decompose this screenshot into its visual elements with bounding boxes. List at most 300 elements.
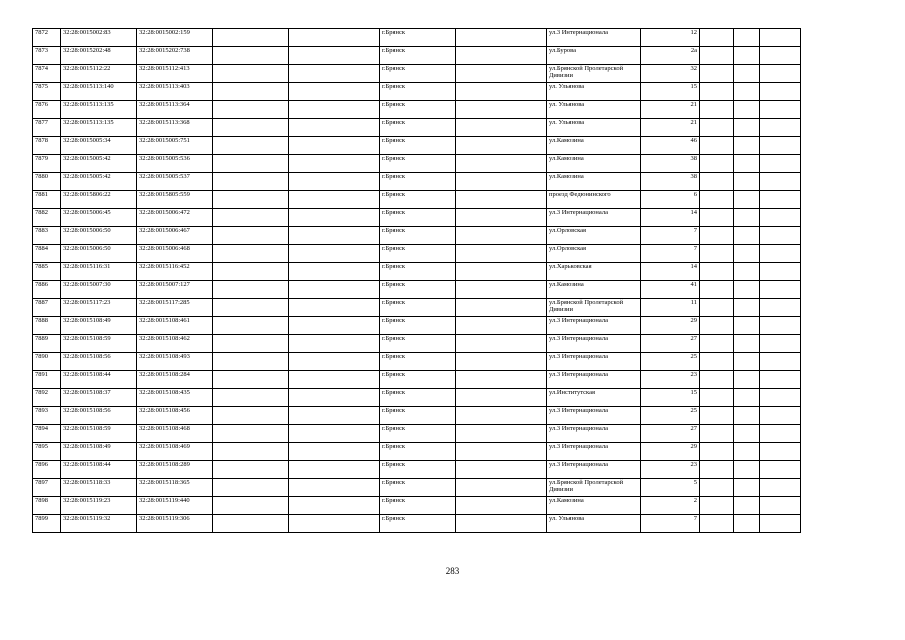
cell-house-number: 23 — [641, 461, 700, 479]
cell-empty — [760, 335, 801, 353]
cell-object-cadastral-number: 32:28:0015005:751 — [137, 137, 213, 155]
cell-street: ул.3 Интернационала — [547, 353, 641, 371]
cell-house-number: 27 — [641, 335, 700, 353]
cell-empty — [456, 209, 547, 227]
cell-empty — [760, 461, 801, 479]
cell-empty — [213, 227, 289, 245]
cell-city: г.Брянск — [380, 29, 456, 47]
table-row — [33, 461, 801, 479]
cell-empty — [213, 47, 289, 65]
cell-empty — [289, 47, 380, 65]
cell-house-number: 12 — [641, 29, 700, 47]
cell-empty — [700, 371, 734, 389]
cell-object-cadastral-number: 32:28:0015005:537 — [137, 173, 213, 191]
cell-street: ул.Камозина — [547, 137, 641, 155]
table-row — [33, 29, 801, 47]
cell-empty — [734, 83, 760, 101]
cell-city: г.Брянск — [380, 515, 456, 533]
cell-object-cadastral-number: 32:28:0015007:127 — [137, 281, 213, 299]
cell-empty — [213, 425, 289, 443]
cell-street: ул.Бурова — [547, 47, 641, 65]
cell-empty — [760, 65, 801, 83]
cell-empty — [213, 29, 289, 47]
cell-empty — [760, 29, 801, 47]
cell-street: ул.Камозина — [547, 281, 641, 299]
cell-empty — [760, 497, 801, 515]
cell-empty — [760, 263, 801, 281]
cell-street: ул.3 Интернационала — [547, 371, 641, 389]
cell-empty — [213, 317, 289, 335]
cell-city: г.Брянск — [380, 461, 456, 479]
cell-street: ул.Харьковская — [547, 263, 641, 281]
cell-record-number: 7878 — [33, 137, 61, 155]
cell-empty — [760, 173, 801, 191]
table-row — [33, 245, 801, 263]
cell-parcel-cadastral-number: 32:28:0015119:23 — [61, 497, 137, 515]
cell-empty — [734, 299, 760, 317]
cell-empty — [456, 101, 547, 119]
table-row — [33, 191, 801, 209]
cell-empty — [734, 515, 760, 533]
cell-empty — [456, 353, 547, 371]
cell-house-number: 27 — [641, 425, 700, 443]
cell-empty — [760, 83, 801, 101]
cell-empty — [734, 497, 760, 515]
cell-empty — [700, 227, 734, 245]
cell-city: г.Брянск — [380, 335, 456, 353]
table-row — [33, 443, 801, 461]
cell-record-number: 7888 — [33, 317, 61, 335]
cell-empty — [213, 335, 289, 353]
cell-house-number: 21 — [641, 101, 700, 119]
cell-city: г.Брянск — [380, 407, 456, 425]
cell-street: ул.Камозина — [547, 155, 641, 173]
cell-city: г.Брянск — [380, 155, 456, 173]
cell-empty — [700, 47, 734, 65]
cell-empty — [700, 389, 734, 407]
cell-empty — [700, 515, 734, 533]
cell-parcel-cadastral-number: 32:28:0015113:135 — [61, 101, 137, 119]
cell-empty — [213, 137, 289, 155]
cell-empty — [456, 479, 547, 497]
cell-object-cadastral-number: 32:28:0015202:738 — [137, 47, 213, 65]
cell-empty — [760, 47, 801, 65]
cell-object-cadastral-number: 32:28:0015006:472 — [137, 209, 213, 227]
cell-empty — [456, 425, 547, 443]
cell-empty — [213, 497, 289, 515]
cell-empty — [734, 173, 760, 191]
cell-object-cadastral-number: 32:28:0015108:456 — [137, 407, 213, 425]
cell-house-number: 15 — [641, 83, 700, 101]
cell-record-number: 7892 — [33, 389, 61, 407]
cell-empty — [734, 101, 760, 119]
cell-empty — [734, 407, 760, 425]
table-row — [33, 137, 801, 155]
cell-city: г.Брянск — [380, 497, 456, 515]
cell-street: проезд Федюнинского — [547, 191, 641, 209]
cell-empty — [456, 497, 547, 515]
cell-parcel-cadastral-number: 32:28:0015005:42 — [61, 173, 137, 191]
cell-parcel-cadastral-number: 32:28:0015006:50 — [61, 227, 137, 245]
cell-empty — [289, 299, 380, 317]
cell-parcel-cadastral-number: 32:28:0015108:59 — [61, 425, 137, 443]
cell-parcel-cadastral-number: 32:28:0015108:44 — [61, 461, 137, 479]
cell-house-number: 2 — [641, 497, 700, 515]
cell-empty — [456, 137, 547, 155]
cell-record-number: 7881 — [33, 191, 61, 209]
cell-empty — [213, 173, 289, 191]
cell-empty — [760, 155, 801, 173]
cell-empty — [760, 353, 801, 371]
cell-street: ул.3 Интернационала — [547, 317, 641, 335]
cell-empty — [289, 371, 380, 389]
table-row — [33, 317, 801, 335]
cell-record-number: 7883 — [33, 227, 61, 245]
cell-empty — [700, 263, 734, 281]
cell-empty — [213, 155, 289, 173]
cell-empty — [700, 425, 734, 443]
cell-empty — [734, 479, 760, 497]
cell-parcel-cadastral-number: 32:28:0015806:22 — [61, 191, 137, 209]
table-row — [33, 83, 801, 101]
cell-empty — [456, 119, 547, 137]
cell-object-cadastral-number: 32:28:0015116:452 — [137, 263, 213, 281]
cell-city: г.Брянск — [380, 389, 456, 407]
cell-city: г.Брянск — [380, 191, 456, 209]
cell-empty — [213, 443, 289, 461]
cell-object-cadastral-number: 32:28:0015108:468 — [137, 425, 213, 443]
cell-city: г.Брянск — [380, 101, 456, 119]
cell-empty — [760, 119, 801, 137]
cell-empty — [734, 461, 760, 479]
cell-empty — [289, 335, 380, 353]
cell-empty — [456, 173, 547, 191]
cell-empty — [760, 479, 801, 497]
cell-empty — [456, 29, 547, 47]
cell-record-number: 7882 — [33, 209, 61, 227]
cell-empty — [760, 425, 801, 443]
cell-record-number: 7872 — [33, 29, 61, 47]
cell-parcel-cadastral-number: 32:28:0015006:50 — [61, 245, 137, 263]
cell-house-number: 5 — [641, 479, 700, 497]
cell-empty — [289, 209, 380, 227]
registry-table — [32, 28, 801, 533]
cell-city: г.Брянск — [380, 281, 456, 299]
cell-city: г.Брянск — [380, 137, 456, 155]
cell-street: ул.3 Интернационала — [547, 29, 641, 47]
cell-empty — [734, 335, 760, 353]
cell-empty — [289, 119, 380, 137]
cell-street: ул.3 Интернационала — [547, 407, 641, 425]
cell-parcel-cadastral-number: 32:28:0015113:140 — [61, 83, 137, 101]
cell-empty — [213, 191, 289, 209]
cell-house-number: 15 — [641, 389, 700, 407]
cell-empty — [456, 389, 547, 407]
cell-street: ул. Ульянова — [547, 101, 641, 119]
cell-parcel-cadastral-number: 32:28:0015006:45 — [61, 209, 137, 227]
cell-empty — [700, 299, 734, 317]
cell-empty — [760, 407, 801, 425]
cell-empty — [456, 515, 547, 533]
cell-empty — [734, 29, 760, 47]
cell-empty — [700, 155, 734, 173]
table-row — [33, 263, 801, 281]
cell-object-cadastral-number: 32:28:0015108:435 — [137, 389, 213, 407]
cell-record-number: 7889 — [33, 335, 61, 353]
cell-object-cadastral-number: 32:28:0015108:461 — [137, 317, 213, 335]
cell-empty — [456, 245, 547, 263]
cell-house-number: 38 — [641, 155, 700, 173]
cell-street: ул.Камозина — [547, 497, 641, 515]
cell-record-number: 7873 — [33, 47, 61, 65]
cell-city: г.Брянск — [380, 353, 456, 371]
cell-empty — [760, 137, 801, 155]
cell-empty — [734, 317, 760, 335]
cell-empty — [213, 245, 289, 263]
cell-empty — [213, 263, 289, 281]
cell-empty — [289, 515, 380, 533]
cell-house-number: 7 — [641, 245, 700, 263]
cell-empty — [456, 335, 547, 353]
cell-house-number: 7 — [641, 515, 700, 533]
cell-parcel-cadastral-number: 32:28:0015108:49 — [61, 443, 137, 461]
cell-empty — [734, 263, 760, 281]
cell-record-number: 7897 — [33, 479, 61, 497]
cell-empty — [700, 209, 734, 227]
cell-empty — [213, 407, 289, 425]
cell-empty — [760, 281, 801, 299]
cell-city: г.Брянск — [380, 227, 456, 245]
cell-house-number: 7 — [641, 227, 700, 245]
cell-empty — [734, 119, 760, 137]
table-row — [33, 209, 801, 227]
cell-empty — [289, 137, 380, 155]
cell-object-cadastral-number: 32:28:0015002:159 — [137, 29, 213, 47]
cell-empty — [456, 371, 547, 389]
table-row — [33, 353, 801, 371]
cell-empty — [760, 209, 801, 227]
cell-street: ул.Камозина — [547, 173, 641, 191]
cell-record-number: 7879 — [33, 155, 61, 173]
page-number: 283 — [445, 566, 460, 576]
cell-city: г.Брянск — [380, 479, 456, 497]
cell-empty — [456, 83, 547, 101]
table-row — [33, 479, 801, 497]
cell-city: г.Брянск — [380, 119, 456, 137]
cell-empty — [289, 155, 380, 173]
cell-object-cadastral-number: 32:28:0015118:365 — [137, 479, 213, 497]
cell-empty — [760, 317, 801, 335]
cell-empty — [760, 245, 801, 263]
cell-empty — [456, 65, 547, 83]
table-row — [33, 407, 801, 425]
cell-empty — [289, 245, 380, 263]
cell-object-cadastral-number: 32:28:0015119:306 — [137, 515, 213, 533]
cell-parcel-cadastral-number: 32:28:0015002:83 — [61, 29, 137, 47]
cell-empty — [734, 209, 760, 227]
cell-empty — [760, 101, 801, 119]
cell-house-number: 6 — [641, 191, 700, 209]
cell-city: г.Брянск — [380, 245, 456, 263]
cell-house-number: 29 — [641, 443, 700, 461]
cell-empty — [289, 389, 380, 407]
cell-street: ул.3 Интернационала — [547, 425, 641, 443]
cell-parcel-cadastral-number: 32:28:0015113:135 — [61, 119, 137, 137]
cell-parcel-cadastral-number: 32:28:0015108:44 — [61, 371, 137, 389]
cell-object-cadastral-number: 32:28:0015108:462 — [137, 335, 213, 353]
cell-street: ул.Орловская — [547, 245, 641, 263]
cell-empty — [734, 245, 760, 263]
cell-empty — [213, 479, 289, 497]
cell-object-cadastral-number: 32:28:0015119:440 — [137, 497, 213, 515]
table-row — [33, 155, 801, 173]
cell-empty — [213, 281, 289, 299]
cell-parcel-cadastral-number: 32:28:0015108:56 — [61, 407, 137, 425]
table-row — [33, 101, 801, 119]
cell-object-cadastral-number: 32:28:0015108:469 — [137, 443, 213, 461]
cell-empty — [289, 65, 380, 83]
cell-city: г.Брянск — [380, 371, 456, 389]
cell-empty — [734, 191, 760, 209]
cell-record-number: 7887 — [33, 299, 61, 317]
cell-empty — [289, 263, 380, 281]
cell-empty — [734, 227, 760, 245]
cell-city: г.Брянск — [380, 317, 456, 335]
cell-street: ул. Ульянова — [547, 83, 641, 101]
cell-empty — [700, 479, 734, 497]
table-row — [33, 281, 801, 299]
cell-empty — [289, 101, 380, 119]
cell-empty — [289, 281, 380, 299]
table-row — [33, 425, 801, 443]
cell-parcel-cadastral-number: 32:28:0015108:59 — [61, 335, 137, 353]
cell-empty — [456, 299, 547, 317]
cell-record-number: 7890 — [33, 353, 61, 371]
cell-house-number: 46 — [641, 137, 700, 155]
cell-house-number: 29 — [641, 317, 700, 335]
cell-city: г.Брянск — [380, 299, 456, 317]
cell-empty — [700, 407, 734, 425]
cell-empty — [700, 335, 734, 353]
cell-empty — [700, 101, 734, 119]
cell-record-number: 7886 — [33, 281, 61, 299]
cell-empty — [734, 425, 760, 443]
cell-empty — [760, 371, 801, 389]
cell-empty — [213, 389, 289, 407]
cell-object-cadastral-number: 32:28:0015108:493 — [137, 353, 213, 371]
cell-object-cadastral-number: 32:28:0015117:285 — [137, 299, 213, 317]
cell-record-number: 7880 — [33, 173, 61, 191]
cell-empty — [734, 137, 760, 155]
cell-empty — [700, 317, 734, 335]
cell-house-number: 23 — [641, 371, 700, 389]
cell-city: г.Брянск — [380, 263, 456, 281]
cell-city: г.Брянск — [380, 83, 456, 101]
cell-empty — [213, 101, 289, 119]
cell-street: ул.3 Интернационала — [547, 443, 641, 461]
cell-empty — [700, 245, 734, 263]
cell-parcel-cadastral-number: 32:28:0015005:34 — [61, 137, 137, 155]
cell-record-number: 7885 — [33, 263, 61, 281]
cell-empty — [289, 83, 380, 101]
cell-street: ул.Институтская — [547, 389, 641, 407]
cell-object-cadastral-number: 32:28:0015112:413 — [137, 65, 213, 83]
cell-street: ул. Ульянова — [547, 515, 641, 533]
cell-street: ул.Брянской Пролетарской Дивизии — [547, 65, 641, 83]
cell-record-number: 7895 — [33, 443, 61, 461]
cell-empty — [700, 353, 734, 371]
cell-city: г.Брянск — [380, 173, 456, 191]
cell-city: г.Брянск — [380, 425, 456, 443]
cell-street: ул.Брянской Пролетарской Дивизии — [547, 299, 641, 317]
cell-object-cadastral-number: 32:28:0015108:289 — [137, 461, 213, 479]
cell-empty — [734, 353, 760, 371]
cell-empty — [289, 407, 380, 425]
table-row — [33, 119, 801, 137]
table-row — [33, 173, 801, 191]
cell-empty — [456, 407, 547, 425]
cell-house-number: 14 — [641, 263, 700, 281]
cell-empty — [760, 515, 801, 533]
cell-empty — [700, 281, 734, 299]
cell-object-cadastral-number: 32:28:0015805:559 — [137, 191, 213, 209]
cell-house-number: 21 — [641, 119, 700, 137]
cell-street: ул.3 Интернационала — [547, 209, 641, 227]
cell-city: г.Брянск — [380, 65, 456, 83]
cell-record-number: 7874 — [33, 65, 61, 83]
cell-empty — [456, 317, 547, 335]
cell-empty — [289, 29, 380, 47]
cell-empty — [289, 479, 380, 497]
cell-record-number: 7875 — [33, 83, 61, 101]
cell-house-number: 38 — [641, 173, 700, 191]
cell-record-number: 7898 — [33, 497, 61, 515]
cell-empty — [700, 137, 734, 155]
cell-house-number: 32 — [641, 65, 700, 83]
cell-empty — [734, 65, 760, 83]
cell-empty — [456, 155, 547, 173]
cell-street: ул.3 Интернационала — [547, 461, 641, 479]
cell-empty — [734, 155, 760, 173]
table-row — [33, 389, 801, 407]
cell-street: ул.Брянской Пролетарской Дивизии — [547, 479, 641, 497]
cell-parcel-cadastral-number: 32:28:0015005:42 — [61, 155, 137, 173]
cell-empty — [289, 443, 380, 461]
cell-house-number: 2а — [641, 47, 700, 65]
cell-empty — [734, 281, 760, 299]
cell-record-number: 7891 — [33, 371, 61, 389]
cell-object-cadastral-number: 32:28:0015113:364 — [137, 101, 213, 119]
cell-parcel-cadastral-number: 32:28:0015116:31 — [61, 263, 137, 281]
cell-empty — [700, 443, 734, 461]
cell-empty — [213, 209, 289, 227]
cell-empty — [734, 389, 760, 407]
table-row — [33, 47, 801, 65]
table-row — [33, 515, 801, 533]
cell-empty — [213, 461, 289, 479]
cell-empty — [700, 461, 734, 479]
cell-parcel-cadastral-number: 32:28:0015118:33 — [61, 479, 137, 497]
cell-parcel-cadastral-number: 32:28:0015108:49 — [61, 317, 137, 335]
cell-empty — [456, 281, 547, 299]
table-body — [33, 29, 801, 533]
cell-object-cadastral-number: 32:28:0015108:284 — [137, 371, 213, 389]
cell-empty — [760, 299, 801, 317]
cell-empty — [456, 263, 547, 281]
cell-empty — [456, 47, 547, 65]
cell-street: ул. Ульянова — [547, 119, 641, 137]
cell-empty — [700, 173, 734, 191]
